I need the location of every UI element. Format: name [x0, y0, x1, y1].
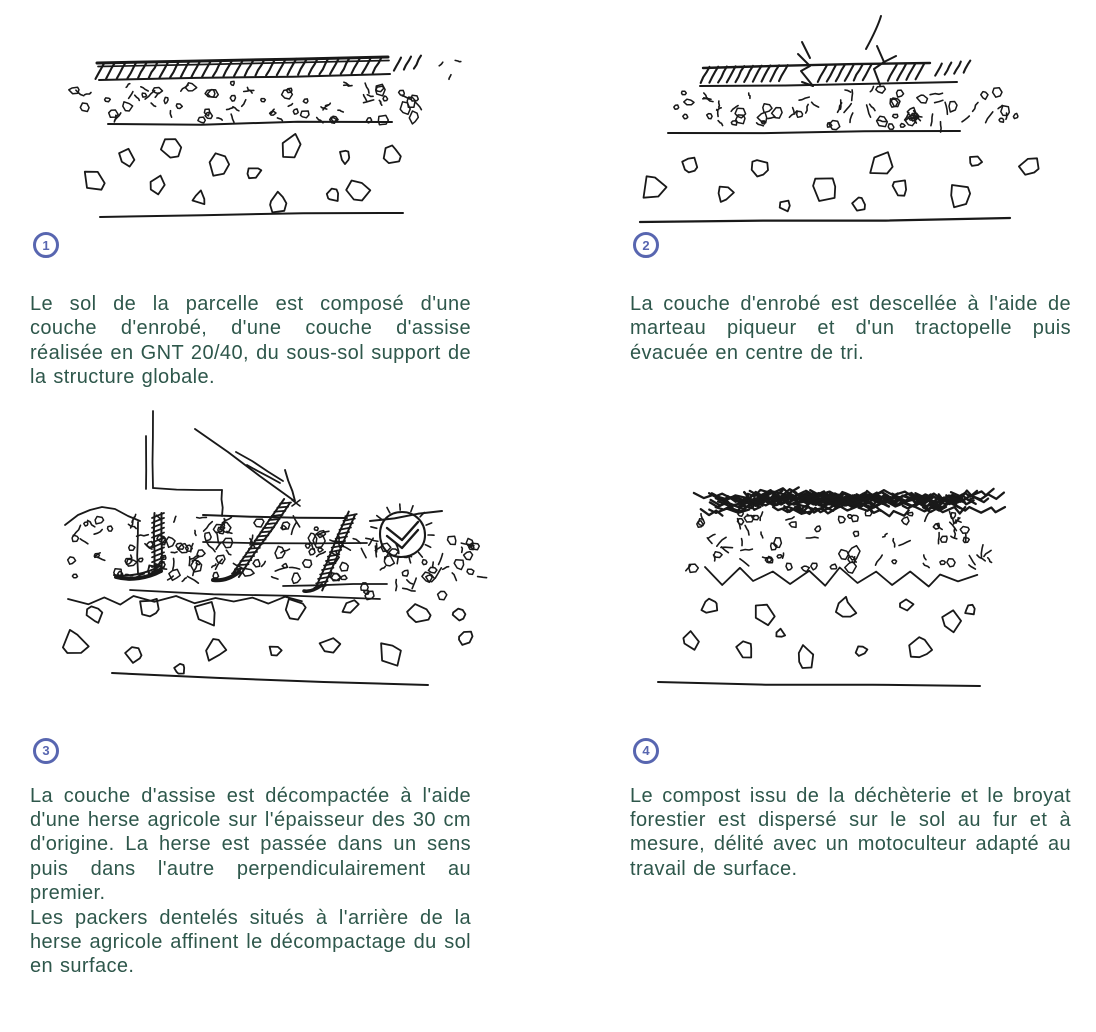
step-4-number-badge — [633, 738, 659, 764]
step-4-section — [630, 390, 1071, 979]
step-text-continued: Les packers dentelés situés à l'arrière de la herse agricole affinent le décompactage du sol en surface. — [30, 906, 471, 978]
step-2-description — [630, 292, 1071, 365]
step-3-section — [30, 390, 471, 979]
step-4-description — [630, 784, 1071, 882]
harrow-decompaction-sketch — [40, 409, 500, 709]
step-3-description — [30, 784, 471, 979]
step-4-figure — [630, 409, 1071, 709]
step-2-figure — [630, 16, 1071, 232]
step-3-figure — [30, 409, 471, 709]
step-1-section — [30, 16, 471, 390]
step-number: 4 — [642, 743, 650, 759]
step-number: 1 — [42, 237, 50, 253]
step-text: La couche d'enrobé est descellée à l'aide de marteau piqueur et d'un tractopelle puis évacuée en centre de tri. — [630, 293, 1071, 364]
step-number: 3 — [42, 743, 50, 759]
asphalt-removal-sketch — [630, 16, 1080, 248]
compost-spreading-sketch — [630, 409, 1075, 709]
step-text: Le sol de la parcelle est composé d'une couche d'enrobé, d'une couche d'assise réalisée en GNT 20/40, du sous-sol support de la structure globale. — [30, 293, 471, 389]
step-2-section — [630, 16, 1071, 390]
step-text: La couche d'assise est décompactée à l'aide d'une herse agricole sur l'épaisseur des 30 cm d'origine. La herse est passée dans un sens puis dans l'autre perpendiculairement au premier. — [30, 784, 471, 905]
step-1-description — [30, 292, 471, 390]
step-text: Le compost issu de la déchèterie et le broyat forestier est dispersé sur le sol au fur et à mesure, délité avec un motoculteur adapté au travail de surface. — [630, 784, 1071, 880]
step-number: 2 — [642, 237, 650, 253]
step-1-figure — [30, 16, 471, 232]
step-3-number-badge — [33, 738, 59, 764]
soil-cross-section-sketch — [48, 16, 498, 248]
